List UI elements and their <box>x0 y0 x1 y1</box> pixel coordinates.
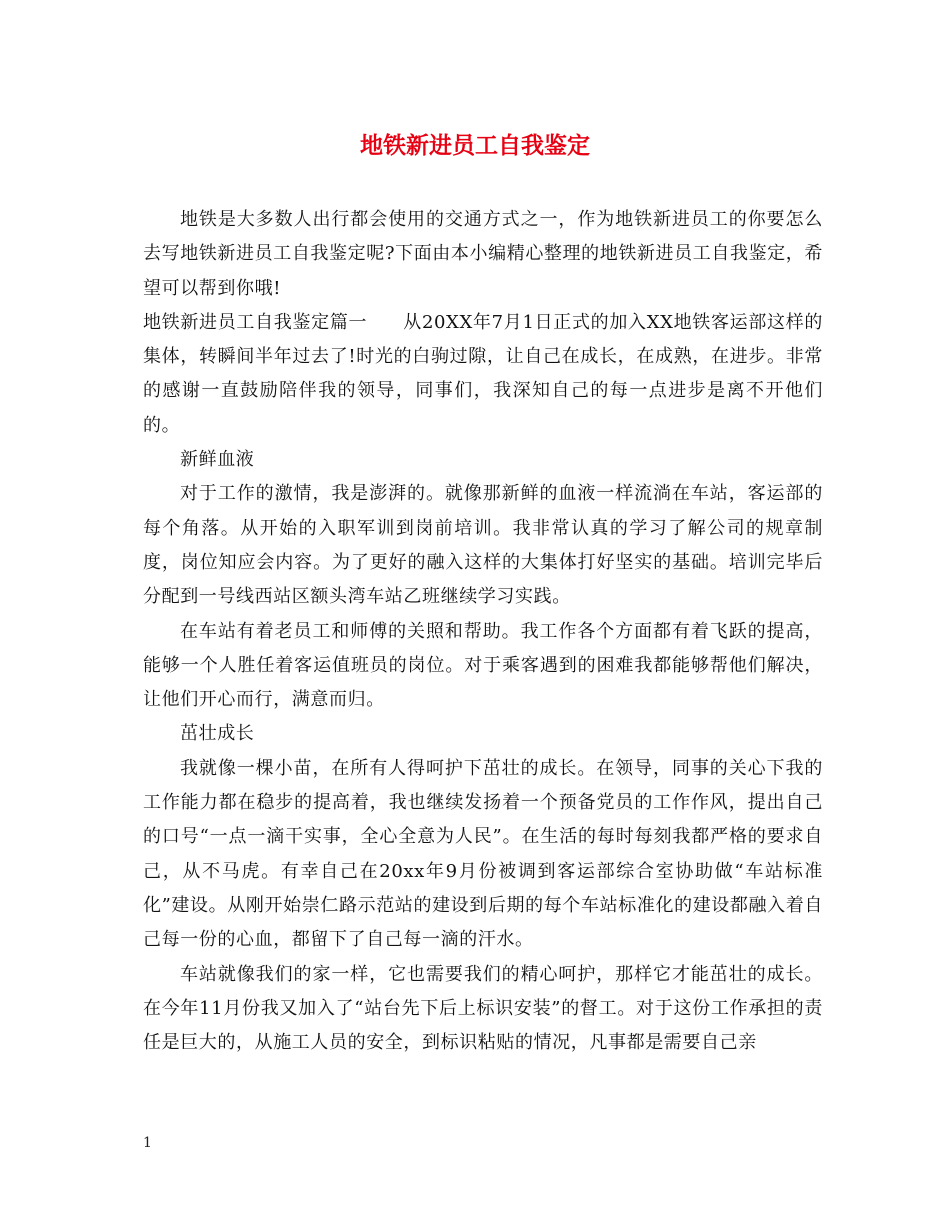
subheading-growth: 茁壮成长 <box>180 723 255 745</box>
intro-paragraph: 地铁是大多数人出行都会使用的交通方式之一，作为地铁新进员工的你要怎么去写地铁新进员工自我鉴定呢?下面由本小编精心整理的地铁新进员工自我鉴定，希望可以帮到你哦! <box>143 209 823 299</box>
section-1-text: 从20XX年7月1日正式的加入XX地铁客运部这样的集体，转瞬间半年过去了!时光的白驹过隙，让自己在成长，在成熟，在进步。非常的感谢一直鼓励陪伴我的领导，同事们，我深知自己的每一点进步是离不开他们的。 <box>143 311 823 436</box>
document-body <box>143 203 823 1060</box>
paragraph-seedling: 我就像一棵小苗，在所有人得呵护下茁壮的成长。在领导，同事的关心下我的工作能力都在稳步的提高着，我也继续发扬着一个预备党员的工作作风，提出自己的口号“一点一滴干实事，全心全意为人民”。在生活的每时每刻我都严格的要求自己，从不马虎。有幸自己在20xx年9月份被调到客运部综合室协助做“车站标准化”建设。从刚开始崇仁路示范站的建设到后期的每个车站标准化的建设都融入着自己每一份的心血，都留下了自己每一滴的汗水。 <box>143 757 823 951</box>
paragraph-station-home: 车站就像我们的家一样，它也需要我们的精心呵护，那样它才能茁壮的成长。在今年11月份我又加入了“站台先下后上标识安装”的督工。对于这份工作承担的责任是巨大的，从施工人员的安全，到标识粘贴的情况，凡事都是需要自己亲 <box>143 963 823 1054</box>
section-1-paragraph <box>143 306 823 443</box>
section-1-heading: 地铁新进员工自我鉴定篇一 <box>143 311 368 333</box>
paragraph-work-passion: 对于工作的激情，我是澎湃的。就像那新鲜的血液一样流淌在车站，客运部的每个角落。从开始的入职军训到岗前培训。我非常认真的学习了解公司的规章制度，岗位知应会内容。为了更好的融入这样的大集体打好坚实的基础。培训完毕后分配到一号线西站区额头湾车站乙班继续学习实践。 <box>143 483 823 608</box>
document-title: 地铁新进员工自我鉴定 <box>360 132 590 159</box>
subheading-fresh-blood: 新鲜血液 <box>180 449 255 471</box>
page-number: 1 <box>143 1135 152 1151</box>
paragraph-station-help: 在车站有着老员工和师傅的关照和帮助。我工作各个方面都有着飞跃的提高，能够一个人胜任着客运值班员的岗位。对于乘客遇到的困难我都能够帮他们解决，让他们开心而行，满意而归。 <box>143 620 823 711</box>
